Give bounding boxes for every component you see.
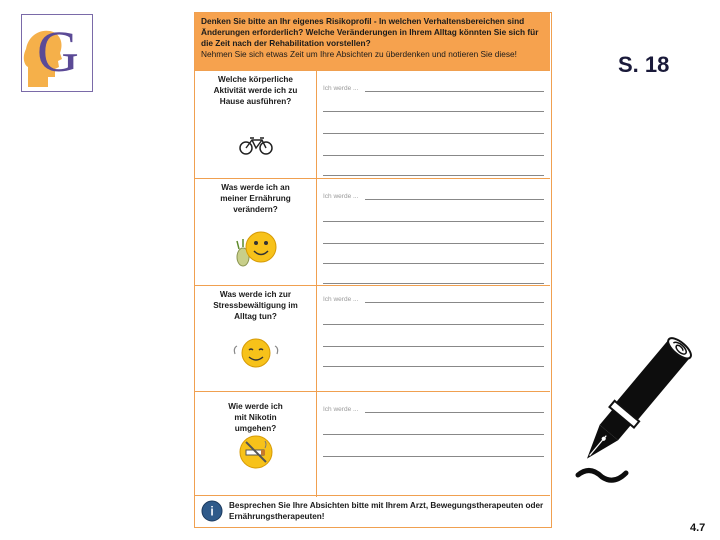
writing-line: [365, 302, 544, 303]
footer-text: Besprechen Sie Ihre Absichten bitte mit Ihrem Arzt, Bewegungstherapeuten oder Ernährungstherapeuten!: [229, 501, 544, 521]
writing-line: [323, 456, 544, 457]
writing-line: [323, 434, 544, 435]
logo: [21, 14, 93, 92]
writing-line: [323, 133, 544, 134]
writing-line: [323, 175, 544, 176]
info-icon: [201, 500, 223, 522]
worksheet-header: [195, 13, 550, 70]
writing-line: [323, 366, 544, 367]
section-nicotine: [195, 391, 550, 497]
section-question: Was werde ich an meiner Ernährung verändern?: [220, 183, 291, 214]
writing-line: [365, 412, 544, 413]
section-starter: Ich werde ...: [323, 193, 359, 200]
writing-line: [365, 91, 544, 92]
section-activity: [195, 70, 550, 178]
section-starter: Ich werde ...: [323, 406, 359, 413]
svg-text:i: i: [210, 503, 214, 519]
page-label: S. 18: [618, 52, 670, 77]
header-question: Denken Sie bitte an Ihr eigenes Risikoprofil - In welchen Verhaltensbereichen sind Änderungen erforderlich? Welche Veränderungen in Ihrem Alltag könnten Sie sich für die Zeit nach der Rehabilitation vorstellen?: [201, 16, 539, 48]
worksheet: [194, 12, 552, 528]
relaxed-smiley-icon: [231, 336, 281, 370]
section-starter: Ich werde ...: [323, 85, 359, 92]
section-question: Was werde ich zur Stressbewältigung im Alltag tun?: [213, 290, 298, 321]
writing-line: [323, 263, 544, 264]
writing-line: [323, 221, 544, 222]
writing-line: [365, 199, 544, 200]
smiley-food-icon: [233, 225, 279, 269]
head-profile-icon: [22, 15, 92, 91]
section-nutrition: [195, 178, 550, 285]
fountain-pen-icon: [570, 325, 695, 485]
writing-line: [323, 346, 544, 347]
section-question: Welche körperliche Aktivität werde ich zu Hause ausführen?: [213, 75, 298, 106]
logo-letter: G: [37, 19, 79, 84]
writing-line: [323, 111, 544, 112]
header-note: Nehmen Sie sich etwas Zeit um Ihre Absichten zu überdenken und notieren Sie diese!: [201, 49, 517, 60]
worksheet-footer: [195, 495, 550, 527]
bicycle-icon: [238, 135, 274, 155]
section-stress: [195, 285, 550, 391]
slide-number: 4.7: [690, 522, 706, 534]
writing-line: [323, 243, 544, 244]
section-question: Wie werde ich mit Nikotin umgehen?: [228, 402, 283, 433]
writing-line: [323, 324, 544, 325]
section-starter: Ich werde ...: [323, 296, 359, 303]
no-smoking-icon: [238, 434, 274, 470]
writing-line: [323, 155, 544, 156]
writing-line: [323, 283, 544, 284]
